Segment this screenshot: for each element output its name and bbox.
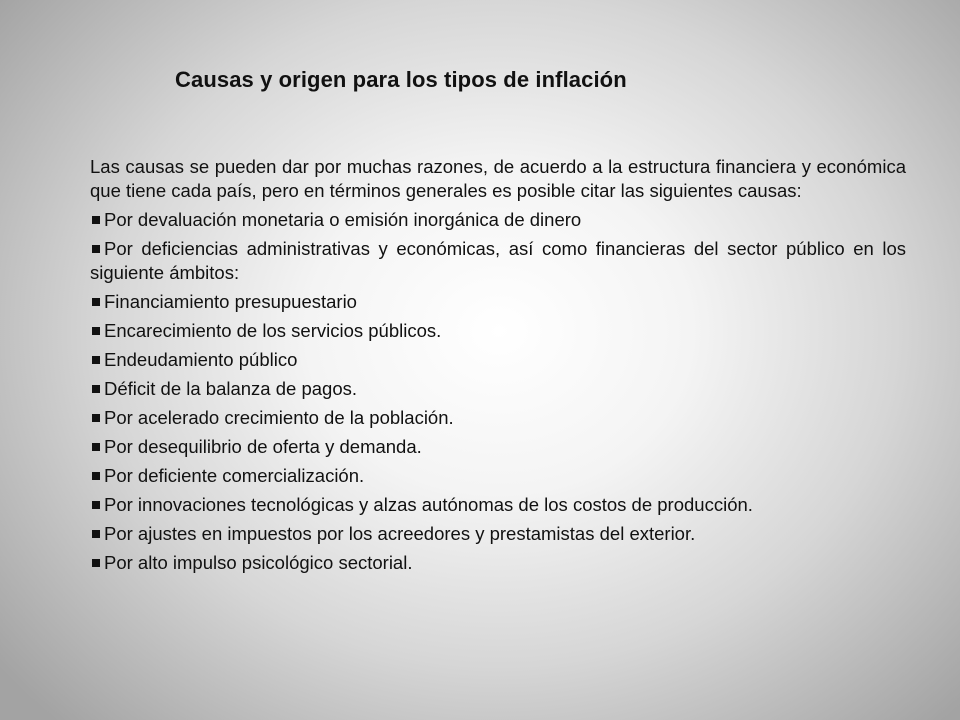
slide-title: Causas y origen para los tipos de inflación (175, 67, 627, 92)
list-item-text: Por innovaciones tecnológicas y alzas autónomas de los costos de producción. (104, 494, 753, 515)
list-item-text: Déficit de la balanza de pagos. (104, 378, 358, 399)
square-bullet-icon (92, 327, 100, 335)
square-bullet-icon (92, 443, 100, 451)
square-bullet-icon (92, 530, 100, 538)
list-item (90, 435, 906, 459)
list-item (90, 406, 906, 430)
square-bullet-icon (92, 385, 100, 393)
square-bullet-icon (92, 216, 100, 224)
list-item (90, 551, 906, 575)
list-item (90, 290, 906, 314)
list-item-text: Financiamiento presupuestario (104, 291, 357, 312)
slide-content (90, 155, 906, 580)
list-item (90, 208, 906, 232)
list-item-text: Por devaluación monetaria o emisión inorgánica de dinero (104, 209, 582, 230)
causes-list (90, 208, 906, 575)
list-item-text: Endeudamiento público (104, 349, 298, 370)
list-item-text: Por deficiente comercialización. (104, 465, 365, 486)
intro-paragraph: Las causas se pueden dar por muchas razones, de acuerdo a la estructura financiera y económica que tiene cada país, pero en términos generales es posible citar las siguientes causas: (90, 156, 906, 201)
list-item-text: Encarecimiento de los servicios públicos. (104, 320, 442, 341)
square-bullet-icon (92, 472, 100, 480)
square-bullet-icon (92, 298, 100, 306)
square-bullet-icon (92, 356, 100, 364)
list-item (90, 464, 906, 488)
list-item-text: Por desequilibrio de oferta y demanda. (104, 436, 422, 457)
square-bullet-icon (92, 559, 100, 567)
list-item (90, 377, 906, 401)
list-item-text: Por deficiencias administrativas y económicas, así como financieras del sector público en los siguiente ámbitos: (90, 238, 906, 283)
square-bullet-icon (92, 414, 100, 422)
list-item-text: Por acelerado crecimiento de la población. (104, 407, 454, 428)
list-item-text: Por alto impulso psicológico sectorial. (104, 552, 413, 573)
list-item (90, 522, 906, 546)
list-item (90, 237, 906, 285)
list-item (90, 319, 906, 343)
list-item (90, 493, 906, 517)
list-item-text: Por ajustes en impuestos por los acreedores y prestamistas del exterior. (104, 523, 696, 544)
square-bullet-icon (92, 501, 100, 509)
list-item (90, 348, 906, 372)
square-bullet-icon (92, 245, 100, 253)
